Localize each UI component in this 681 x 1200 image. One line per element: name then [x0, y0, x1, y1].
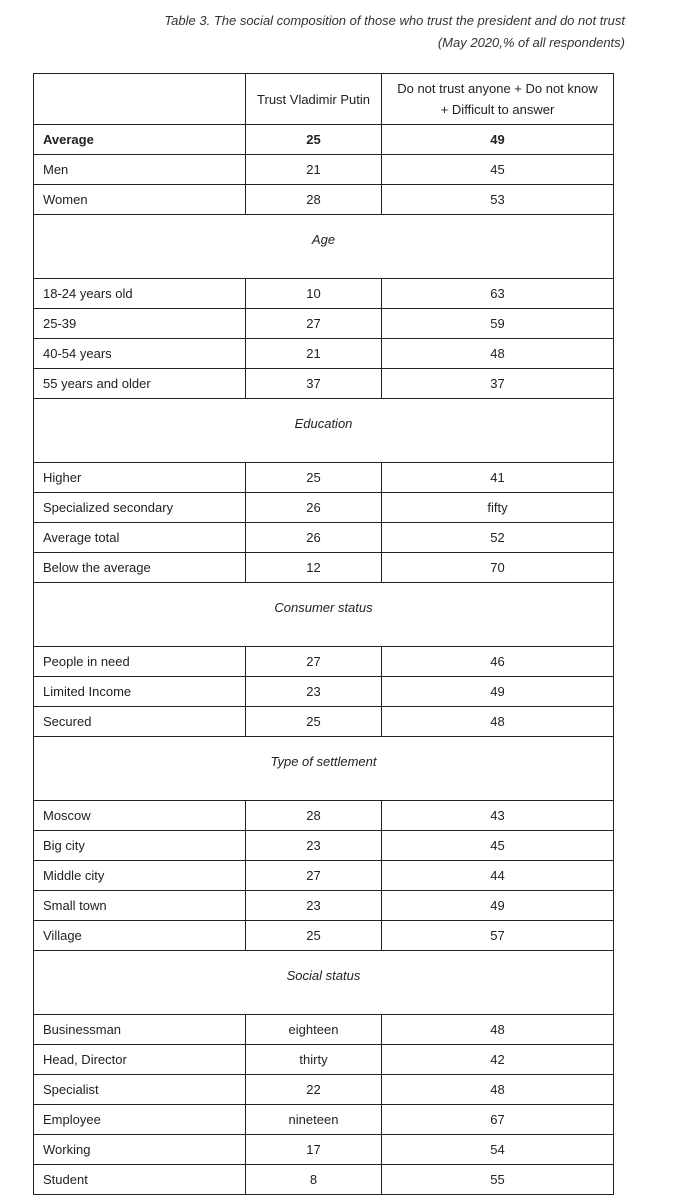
trust-value: 28 [246, 801, 382, 831]
table-row [34, 1135, 614, 1165]
table-row [34, 1015, 614, 1045]
row-label: Head, Director [34, 1045, 246, 1075]
trust-value: 25 [246, 463, 382, 493]
trust-value: 8 [246, 1165, 382, 1195]
section-title-cell [34, 215, 614, 279]
table-row [34, 921, 614, 951]
row-label: Secured [34, 707, 246, 737]
table-row [34, 707, 614, 737]
distrust-value: 49 [382, 677, 614, 707]
distrust-value: 48 [382, 707, 614, 737]
distrust-value: 42 [382, 1045, 614, 1075]
row-label: Specialized secondary [34, 493, 246, 523]
row-label: 40-54 years [34, 339, 246, 369]
section-title-cell [34, 737, 614, 801]
table-row [34, 185, 614, 215]
header-cell-distrust [382, 74, 614, 125]
distrust-value: 41 [382, 463, 614, 493]
trust-value: 27 [246, 309, 382, 339]
distrust-value: 49 [382, 125, 614, 155]
row-label: Village [34, 921, 246, 951]
distrust-value: 48 [382, 1015, 614, 1045]
table-row [34, 1075, 614, 1105]
table-row [34, 1045, 614, 1075]
section-title-cell [34, 399, 614, 463]
table-row [34, 369, 614, 399]
row-label: Average [34, 125, 246, 155]
row-label: Moscow [34, 801, 246, 831]
trust-value: 21 [246, 339, 382, 369]
distrust-value: 45 [382, 155, 614, 185]
row-label: Specialist [34, 1075, 246, 1105]
row-label: Big city [34, 831, 246, 861]
distrust-value: 70 [382, 553, 614, 583]
section-header-row [34, 215, 614, 279]
distrust-value: 48 [382, 1075, 614, 1105]
section-header-row [34, 399, 614, 463]
section-title: Consumer status [274, 600, 373, 615]
section-header-row [34, 951, 614, 1015]
row-label: 18-24 years old [34, 279, 246, 309]
section-header-row [34, 583, 614, 647]
table-row [34, 279, 614, 309]
row-label: Working [34, 1135, 246, 1165]
table-row [34, 309, 614, 339]
trust-value: 23 [246, 677, 382, 707]
row-label: Small town [34, 891, 246, 921]
distrust-value: 55 [382, 1165, 614, 1195]
trust-value: 23 [246, 831, 382, 861]
row-label: Limited Income [34, 677, 246, 707]
table-row [34, 801, 614, 831]
section-title: Education [294, 416, 353, 431]
row-label: People in need [34, 647, 246, 677]
table-header-row [34, 74, 614, 125]
header-cell-empty [34, 74, 246, 125]
distrust-value: fifty [382, 493, 614, 523]
trust-value: 25 [246, 707, 382, 737]
trust-value: 17 [246, 1135, 382, 1165]
trust-value: 23 [246, 891, 382, 921]
distrust-value: 43 [382, 801, 614, 831]
row-label: 25-39 [34, 309, 246, 339]
table-row [34, 125, 614, 155]
table-caption [164, 10, 625, 54]
table-row [34, 861, 614, 891]
section-header-row [34, 737, 614, 801]
table-row [34, 891, 614, 921]
row-label: Women [34, 185, 246, 215]
distrust-value: 49 [382, 891, 614, 921]
row-label: Student [34, 1165, 246, 1195]
table-row [34, 1105, 614, 1135]
distrust-value: 52 [382, 523, 614, 553]
header-cell-trust: Trust Vladimir Putin [246, 74, 382, 125]
section-title: Age [311, 232, 336, 247]
trust-value: 37 [246, 369, 382, 399]
row-label: Men [34, 155, 246, 185]
table-row [34, 155, 614, 185]
trust-value: 10 [246, 279, 382, 309]
table-row [34, 339, 614, 369]
row-label: Employee [34, 1105, 246, 1135]
trust-value: 12 [246, 553, 382, 583]
trust-value: 28 [246, 185, 382, 215]
table-row [34, 831, 614, 861]
trust-value: 27 [246, 647, 382, 677]
section-title: Social status [286, 968, 361, 983]
trust-value: 25 [246, 125, 382, 155]
row-label: 55 years and older [34, 369, 246, 399]
trust-value: thirty [246, 1045, 382, 1075]
section-title-cell [34, 951, 614, 1015]
section-title-cell [34, 583, 614, 647]
trust-value: 26 [246, 493, 382, 523]
distrust-value: 53 [382, 185, 614, 215]
distrust-value: 57 [382, 921, 614, 951]
trust-value: 25 [246, 921, 382, 951]
table-row [34, 647, 614, 677]
distrust-value: 59 [382, 309, 614, 339]
trust-value: 22 [246, 1075, 382, 1105]
distrust-value: 44 [382, 861, 614, 891]
distrust-value: 48 [382, 339, 614, 369]
row-label: Below the average [34, 553, 246, 583]
trust-value: nineteen [246, 1105, 382, 1135]
trust-value: 26 [246, 523, 382, 553]
trust-composition-table [33, 73, 614, 1195]
distrust-value: 63 [382, 279, 614, 309]
table-row [34, 523, 614, 553]
distrust-value: 54 [382, 1135, 614, 1165]
table-row [34, 677, 614, 707]
distrust-value: 67 [382, 1105, 614, 1135]
table-row [34, 1165, 614, 1195]
trust-value: eighteen [246, 1015, 382, 1045]
row-label: Average total [34, 523, 246, 553]
distrust-value: 45 [382, 831, 614, 861]
header-distrust-line1: Do not trust anyone + Do not know [397, 81, 598, 96]
section-title: Type of settlement [270, 754, 377, 769]
table-row [34, 493, 614, 523]
row-label: Higher [34, 463, 246, 493]
header-distrust-line2: + Difficult to answer [440, 102, 555, 117]
row-label: Businessman [34, 1015, 246, 1045]
trust-value: 21 [246, 155, 382, 185]
row-label: Middle city [34, 861, 246, 891]
caption-subtitle: (May 2020,% of all respondents) [437, 35, 625, 50]
distrust-value: 46 [382, 647, 614, 677]
table-row [34, 463, 614, 493]
trust-value: 27 [246, 861, 382, 891]
distrust-value: 37 [382, 369, 614, 399]
table-row [34, 553, 614, 583]
table-body [34, 74, 614, 1195]
caption-title: Table 3. The social composition of those who trust the president and do not trust [164, 13, 625, 28]
